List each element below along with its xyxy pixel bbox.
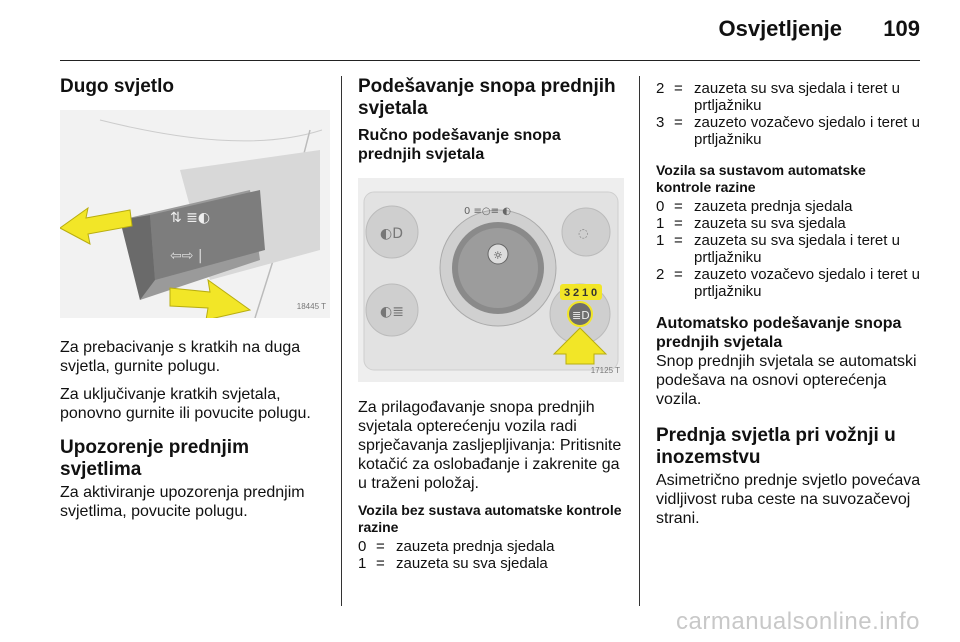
paragraph: Za prebacivanje s kratkih na duga svjetla, gurnite polugu. [60, 339, 301, 375]
heading-rucno: Ručno podešavanje snopa prednjih svjetala [358, 127, 561, 163]
list-num: 0 [656, 198, 665, 215]
svg-text:◐≣: ◐≣ [380, 304, 404, 320]
knob-digit: 2 [573, 287, 580, 299]
list-text: zauzeta su sva sjedala i teret u prtljažniku [694, 232, 900, 266]
list-text: zauzeta su sva sjedala [396, 555, 548, 572]
list-num: 0 [358, 538, 367, 555]
list-eq: = [674, 114, 683, 131]
list-num: 1 [358, 555, 367, 572]
page-number: 109 [883, 16, 920, 41]
list-eq: = [674, 198, 683, 215]
svg-text:◌: ◌ [578, 226, 589, 240]
list-auto-levels [656, 198, 922, 300]
list-eq: = [674, 215, 683, 232]
watermark: carmanualsonline.info [676, 608, 920, 635]
list-num: 1 [656, 232, 665, 249]
figure-stalk-lever [60, 110, 330, 318]
column-divider-2 [639, 76, 640, 606]
paragraph: Snop prednjih svjetala se automatski podešava na osnovi opterećenja vozila. [656, 353, 917, 408]
svg-text:≣D: ≣D [572, 309, 590, 322]
heading-podesavanje: Podešavanje snopa prednjih svjetala [358, 76, 616, 119]
list-text: zauzeta prednja sjedala [396, 538, 555, 555]
list-eq: = [376, 555, 385, 572]
column-1 [60, 74, 330, 530]
column-divider-1 [341, 76, 342, 606]
lever-illustration [60, 110, 330, 318]
list-num: 2 [656, 80, 665, 97]
list-text: zauzeta su sva sjedala i teret u prtljažniku [694, 80, 900, 114]
svg-text:☼: ☼ [493, 249, 503, 262]
list-eq: = [674, 80, 683, 97]
list-num: 3 [656, 114, 665, 131]
heading-inozemstvo: Prednja svjetla pri vožnji u inozemstvu [656, 425, 896, 468]
list-eq: = [674, 232, 683, 249]
heading-dugo-svjetlo: Dugo svjetlo [60, 76, 175, 97]
knob-digit: 3 [564, 287, 571, 299]
paragraph: Za prilagođavanje snopa prednjih svjetala opterećenju vozila radi sprječavanja zasljepljivanja: Pritisnite kotačić za oslobađanje i zakrenite ga u traženi položaj. [358, 399, 622, 492]
list-eq: = [674, 266, 683, 283]
light-switch-illustration [358, 178, 624, 382]
chapter-title: Osvjetljenje [718, 16, 842, 41]
header-rule [60, 60, 920, 61]
svg-text:⇅ ≣◐: ⇅ ≣◐ [170, 210, 211, 226]
list-manual-levels [358, 538, 628, 572]
knob-digit: 0 [591, 287, 598, 299]
list-num: 2 [656, 266, 665, 283]
svg-text:0 ≡○≡ ◐: 0 ≡○≡ ◐ [464, 206, 511, 217]
list-eq: = [376, 538, 385, 555]
column-2 [358, 74, 628, 578]
list-text: zauzeta su sva sjedala [694, 215, 846, 232]
paragraph: Za aktiviranje upozorenja prednjim svjetlima, povucite polugu. [60, 484, 305, 520]
heading-upozorenje: Upozorenje prednjim svjetlima [60, 437, 249, 480]
heading-automatsko: Automatsko podešavanje snopa prednjih svjetala [656, 315, 902, 351]
list-manual-levels-cont [656, 80, 922, 148]
list-text: zauzeto vozačevo sjedalo i teret u prtljažniku [694, 266, 920, 300]
list-text: zauzeto vozačevo sjedalo i teret u prtljažniku [694, 114, 920, 148]
svg-text:⇦⇨ |: ⇦⇨ | [170, 248, 203, 264]
paragraph: Asimetrično prednje svjetlo povećava vidljivost ruba ceste na suvozačevoj strani. [656, 472, 921, 527]
column-3 [656, 74, 922, 537]
figure-code: 18445 T [296, 302, 326, 311]
list-text: zauzeta prednja sjedala [694, 198, 853, 215]
heading-sa-sustavom: Vozila sa sustavom automatske kontrole razine [656, 162, 866, 195]
knob-digit: 1 [582, 287, 589, 299]
list-num: 1 [656, 215, 665, 232]
paragraph: Za uključivanje kratkih svjetala, ponovno gurnite ili povucite polugu. [60, 386, 311, 422]
figure-light-switch [358, 178, 624, 382]
figure-code: 17125 T [590, 366, 620, 375]
heading-bez-sustava: Vozila bez sustava automatske kontrole razine [358, 502, 622, 535]
svg-text:◐D: ◐D [380, 226, 403, 242]
